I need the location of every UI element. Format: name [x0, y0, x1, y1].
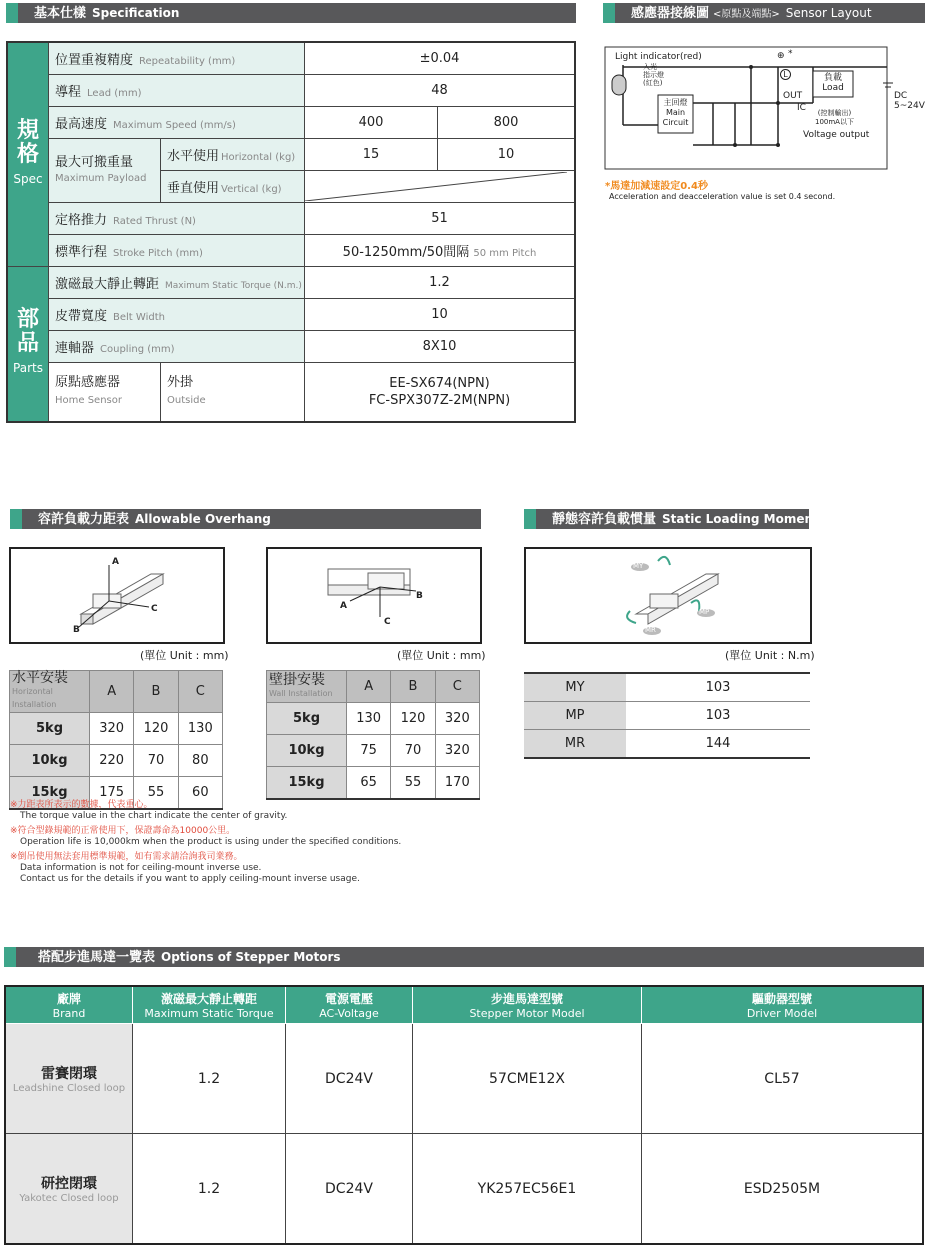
value-cell: 320	[90, 713, 134, 745]
label-en: Maximum Payload	[55, 172, 147, 184]
sensor-header-small: <原點及端點>	[713, 9, 780, 20]
install-zh: 水平安裝	[12, 670, 68, 686]
spec-label	[49, 75, 305, 107]
table-header-row	[267, 671, 480, 703]
moment-table	[524, 672, 810, 759]
voltage-output-label: Voltage output	[803, 130, 870, 140]
spec-value: ±0.04	[305, 42, 576, 75]
label-en: Outside	[167, 395, 206, 406]
dc-voltage: 5~24V	[894, 101, 925, 111]
header-accent	[10, 509, 22, 529]
col-driver	[642, 986, 924, 1024]
spec-header	[6, 3, 576, 23]
col-c: C	[178, 671, 222, 713]
label-zh: 位置重複精度	[55, 53, 134, 68]
value-cell: 60	[178, 777, 222, 810]
torque-cell: 1.2	[133, 1134, 286, 1245]
spec-value: 8X10	[305, 331, 576, 363]
wiring-diagram	[603, 45, 925, 201]
label-en: Horizontal (kg)	[221, 152, 296, 163]
spec-value	[305, 235, 576, 267]
label-zh: 導程	[55, 85, 82, 100]
note-zh: ※符合型錄規範的正常使用下，保證壽命為10000公里。	[10, 826, 236, 836]
table-row	[267, 767, 480, 800]
col-b: B	[134, 671, 178, 713]
main-en: Circuit	[662, 118, 689, 127]
col-zh: 電源電壓	[324, 992, 373, 1006]
header-accent	[603, 3, 615, 23]
spec-value: 10	[305, 299, 576, 331]
label-zh: 垂直使用	[167, 181, 220, 196]
light-zh-line: 指示燈	[643, 71, 664, 79]
brand-cell	[5, 1134, 133, 1245]
wall-overhang-table	[266, 670, 480, 800]
value-cell: 220	[90, 745, 134, 777]
spec-row-belt	[7, 299, 575, 331]
spec-side-zh: 規格	[16, 117, 39, 167]
label-zh: 連軸器	[55, 341, 95, 356]
weight-cell: 5kg	[10, 713, 90, 745]
table-row	[10, 713, 223, 745]
spec-label	[49, 203, 305, 235]
label-en: Repeatability (mm)	[139, 56, 236, 67]
driver-model-cell: CL57	[642, 1024, 924, 1134]
main-circuit-label	[660, 98, 691, 128]
value-cell: 65	[347, 767, 391, 800]
moment-value: 103	[626, 702, 810, 730]
label-en: Home Sensor	[55, 395, 122, 406]
plus-terminal-icon: ⊕	[777, 51, 785, 61]
spec-side-label	[7, 42, 49, 267]
sensor-header-zh: 感應器接線圖	[631, 6, 710, 21]
label-a: A	[340, 601, 347, 611]
label-zh: 水平使用	[167, 149, 220, 164]
label-mr: MR	[645, 626, 656, 634]
value-cell: 75	[347, 735, 391, 767]
sensor-model-2: FC-SPX307Z-2M(NPN)	[368, 393, 511, 408]
dc-text: DC	[894, 91, 908, 101]
unit-mm-wall: (單位 Unit : mm)	[397, 649, 486, 662]
spec-value	[305, 363, 576, 423]
parts-side-label	[7, 267, 49, 423]
spec-row-payload-h	[7, 139, 575, 171]
note-en: Contact us for the details if you want to apply ceiling-mount inverse usage.	[20, 874, 360, 884]
light-zh-line: (紅色)	[643, 79, 663, 87]
spec-label	[49, 139, 161, 203]
horizontal-overhang-table	[9, 670, 223, 810]
value-cell: 175	[90, 777, 134, 810]
col-a: A	[347, 671, 391, 703]
table-row	[524, 702, 810, 730]
label-en: Lead (mm)	[87, 88, 142, 99]
label-en: Coupling (mm)	[100, 344, 175, 355]
table-row	[267, 735, 480, 767]
spec-row-sensor	[7, 363, 575, 423]
accel-note-en: Acceleration and deacceleration value is set 0.4 second.	[609, 192, 836, 201]
moment-key: MY	[524, 673, 626, 702]
l-terminal-label: L	[780, 69, 791, 80]
label-en: Vertical (kg)	[221, 184, 282, 195]
label-en: Maximum Static Torque (N.m.)	[165, 281, 302, 291]
motors-header-row	[5, 986, 923, 1024]
spec-value-na	[305, 171, 576, 203]
label-zh: 標準行程	[55, 245, 108, 260]
spec-label	[49, 299, 305, 331]
label-en: Stroke Pitch (mm)	[113, 248, 203, 259]
overhang-notes	[10, 800, 401, 885]
stroke-value: 50-1250mm/50間隔	[342, 245, 470, 260]
col-b: B	[391, 671, 435, 703]
brand-zh: 研控閉環	[41, 1176, 97, 1192]
label-c: C	[384, 617, 391, 627]
asterisk-mark: *	[788, 49, 793, 59]
table-row	[5, 1134, 923, 1245]
voltage-cell: DC24V	[286, 1024, 413, 1134]
header-accent	[4, 947, 16, 967]
weight-cell: 15kg	[10, 777, 90, 810]
table-header-row	[10, 671, 223, 713]
install-type-cell	[10, 671, 90, 713]
col-torque	[133, 986, 286, 1024]
load-zh: 負載	[823, 73, 842, 83]
col-en: Stepper Motor Model	[469, 1007, 585, 1020]
main-zh: 主回燈	[663, 98, 688, 107]
header-accent	[6, 3, 18, 23]
main-en: Main	[665, 108, 686, 117]
label-b: B	[73, 625, 80, 635]
label-my: MY	[633, 562, 644, 570]
spec-value: 1.2	[305, 267, 576, 299]
weight-cell: 10kg	[10, 745, 90, 777]
ic-label: IC	[797, 103, 806, 113]
spec-label	[49, 42, 305, 75]
value-cell: 80	[178, 745, 222, 777]
wall-slider-drawing	[268, 549, 480, 642]
moment-key: MP	[524, 702, 626, 730]
col-en: AC-Voltage	[319, 1007, 379, 1020]
overhang-header-en: Allowable Overhang	[135, 512, 271, 526]
value-cell: 130	[347, 703, 391, 735]
control-zh: (控制輸出)	[817, 109, 852, 117]
motors-header-en: Options of Stepper Motors	[161, 950, 341, 964]
label-zh: 激磁最大靜止轉距	[55, 277, 160, 292]
moment-key: MR	[524, 730, 626, 759]
col-zh: 驅動器型號	[751, 992, 812, 1006]
moment-diagram	[524, 547, 812, 644]
header-accent	[524, 509, 536, 529]
stroke-value-en: 50 mm Pitch	[473, 248, 537, 259]
col-zh: 激磁最大靜止轉距	[160, 992, 257, 1006]
voltage-cell: DC24V	[286, 1134, 413, 1245]
spec-sublabel	[161, 171, 305, 203]
spec-side-en: Spec	[13, 171, 43, 186]
install-en: Horizontal Installation	[12, 687, 57, 709]
spec-row-coupling	[7, 331, 575, 363]
weight-cell: 5kg	[267, 703, 347, 735]
col-brand	[5, 986, 133, 1024]
spec-header-title	[34, 3, 179, 24]
spec-label	[49, 235, 305, 267]
value-cell: 120	[391, 703, 435, 735]
label-zh: 最大可搬重量	[55, 154, 134, 170]
light-zh-line: 入光	[643, 63, 657, 71]
col-a: A	[90, 671, 134, 713]
brand-cell	[5, 1024, 133, 1134]
light-indicator-zh	[643, 63, 664, 87]
table-row	[267, 703, 480, 735]
col-en: Brand	[52, 1007, 86, 1020]
brand-zh: 雷賽閉環	[41, 1066, 97, 1082]
spec-sublabel	[161, 139, 305, 171]
overhang-header-title	[38, 509, 271, 530]
spec-table	[6, 41, 576, 423]
table-row	[524, 730, 810, 759]
col-motor	[413, 986, 642, 1024]
moment-value: 103	[626, 673, 810, 702]
load-en: Load	[822, 83, 844, 93]
moment-value: 144	[626, 730, 810, 759]
dc-label	[894, 91, 925, 111]
brand-en: Yakotec Closed loop	[19, 1193, 119, 1204]
horizontal-diagram	[9, 547, 225, 644]
spec-label	[49, 363, 161, 423]
col-en: Driver Model	[746, 1007, 818, 1020]
spec-row-lead	[7, 75, 575, 107]
sensor-model-1: EE-SX674(NPN)	[389, 376, 490, 391]
motors-header-zh: 搭配步進馬達一覽表	[38, 950, 156, 965]
spec-value: 400	[305, 107, 438, 139]
install-en: Wall Installation	[269, 688, 333, 698]
sensor-header-title	[631, 3, 872, 25]
spec-row-thrust	[7, 203, 575, 235]
value-cell: 320	[435, 735, 479, 767]
table-row	[10, 745, 223, 777]
spec-header-en: Specification	[92, 6, 180, 20]
note-en: Operation life is 10,000km when the product is using under the specified conditions.	[20, 837, 402, 847]
table-row	[5, 1024, 923, 1134]
label-mp: MP	[699, 608, 710, 616]
torque-cell: 1.2	[133, 1024, 286, 1134]
driver-model-cell: ESD2505M	[642, 1134, 924, 1245]
out-label: OUT	[783, 91, 803, 101]
brand-en: Leadshine Closed loop	[12, 1083, 126, 1094]
control-ma: 100mA以下	[815, 118, 854, 126]
col-zh: 步進馬達型號	[490, 992, 563, 1006]
label-c: C	[151, 604, 158, 614]
value-cell: 70	[391, 735, 435, 767]
spec-label	[49, 267, 305, 299]
load-label	[815, 73, 851, 93]
control-output-label	[815, 109, 854, 127]
spec-row-stroke	[7, 235, 575, 267]
label-zh: 最高速度	[55, 117, 108, 132]
moment-slider-drawing	[526, 549, 810, 642]
spec-row-repeatability	[7, 42, 575, 75]
weight-cell: 10kg	[267, 735, 347, 767]
moment-header	[524, 509, 819, 529]
value-cell: 70	[134, 745, 178, 777]
col-zh: 廠牌	[56, 992, 81, 1006]
spec-row-torque	[7, 267, 575, 299]
parts-side-en: Parts	[13, 361, 43, 375]
label-en: Rated Thrust (N)	[113, 216, 196, 227]
note-zh: ※倒吊使用無法套用標準規範，如有需求請洽詢我司業務。	[10, 852, 243, 862]
spec-value: 800	[438, 107, 576, 139]
table-row	[524, 673, 810, 702]
spec-label	[49, 331, 305, 363]
motors-header-title	[38, 947, 341, 968]
value-cell: 55	[391, 767, 435, 800]
note-zh: ※力距表所表示的數據，代表重心。	[10, 800, 153, 810]
motor-model-cell: 57CME12X	[413, 1024, 642, 1134]
spec-header-zh: 基本仕樣	[34, 6, 87, 21]
install-type-cell	[267, 671, 347, 703]
note-en: Data information is not for ceiling-mount inverse use.	[20, 863, 262, 873]
label-b: B	[416, 591, 423, 601]
overhang-header-zh: 容許負載力距表	[38, 512, 130, 527]
sensor-header-en: Sensor Layout	[785, 6, 872, 20]
unit-mm-horizontal: (單位 Unit : mm)	[140, 649, 229, 662]
wall-diagram	[266, 547, 482, 644]
motors-header	[4, 947, 924, 967]
spec-sublabel	[161, 363, 305, 423]
label-en: Maximum Speed (mm/s)	[113, 120, 236, 131]
label-zh: 外掛	[167, 375, 194, 390]
label-zh: 皮帶寬度	[55, 309, 108, 324]
motors-table	[4, 985, 924, 1245]
moment-header-zh: 靜態容許負載慣量	[552, 512, 657, 527]
moment-header-title	[552, 509, 819, 530]
spec-row-speed	[7, 107, 575, 139]
value-cell: 170	[435, 767, 479, 800]
light-indicator-label: Light indicator(red)	[615, 52, 702, 62]
label-a: A	[112, 557, 119, 567]
value-cell: 120	[134, 713, 178, 745]
col-en: Maximum Static Torque	[144, 1007, 274, 1020]
col-c: C	[435, 671, 479, 703]
label-zh: 定格推力	[55, 213, 108, 228]
motor-model-cell: YK257EC56E1	[413, 1134, 642, 1245]
accel-note-zh: *馬達加減速設定0.4秒	[605, 181, 708, 192]
sensor-header	[603, 3, 925, 23]
label-zh: 原點感應器	[55, 375, 121, 390]
value-cell: 320	[435, 703, 479, 735]
spec-value: 48	[305, 75, 576, 107]
col-voltage	[286, 986, 413, 1024]
weight-cell: 15kg	[267, 767, 347, 800]
parts-side-zh: 部品	[16, 307, 39, 356]
note-en: The torque value in the chart indicate the center of gravity.	[20, 811, 288, 821]
moment-header-en: Static Loading Moment	[662, 512, 819, 526]
unit-nm: (單位 Unit : N.m)	[725, 649, 815, 662]
value-cell: 55	[134, 777, 178, 810]
overhang-header	[10, 509, 481, 529]
spec-label	[49, 107, 305, 139]
value-cell: 130	[178, 713, 222, 745]
install-zh: 壁掛安裝	[269, 671, 325, 688]
spec-value: 10	[438, 139, 576, 171]
spec-value: 15	[305, 139, 438, 171]
label-en: Belt Width	[113, 312, 165, 323]
spec-value: 51	[305, 203, 576, 235]
